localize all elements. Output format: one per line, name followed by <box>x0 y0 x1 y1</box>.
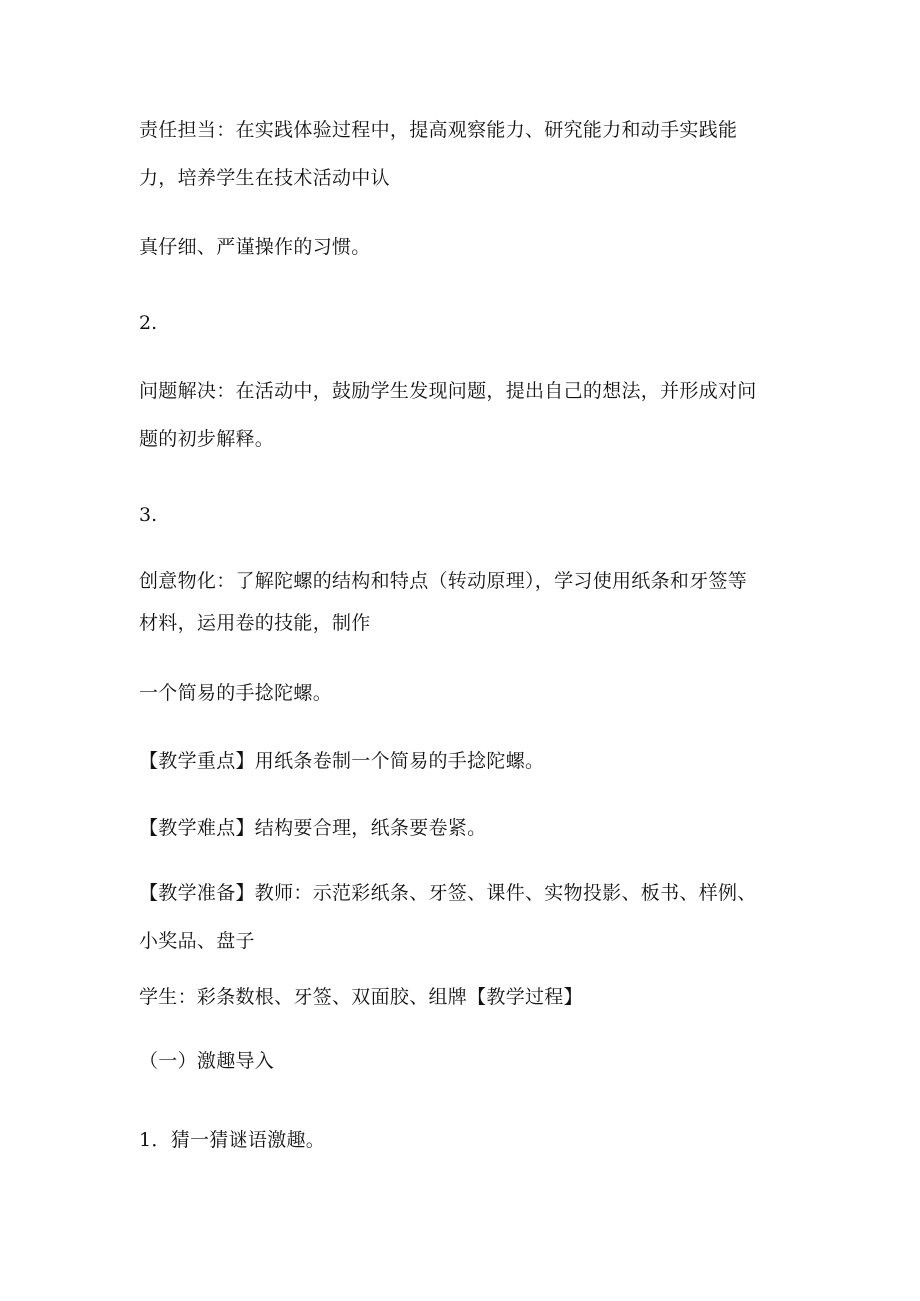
paragraph-problem-solving-line-1: 问题解决：在活动中，鼓励学生发现问题，提出自己的想法，并形成对问 <box>139 380 757 402</box>
paragraph-creative-line-2: 材料，运用卷的技能，制作 <box>139 612 371 634</box>
section-heading-introduction: （一）激趣导入 <box>139 1050 275 1072</box>
paragraph-creative-line-3: 一个简易的手捻陀螺。 <box>139 682 333 704</box>
paragraph-responsibility-line-3: 真仔细、严谨操作的习惯。 <box>139 236 371 258</box>
step-1-riddle: 1．猜一猜谜语激趣。 <box>139 1129 326 1151</box>
student-materials-and-process-heading: 学生：彩条数根、牙签、双面胶、组牌【教学过程】 <box>139 986 583 1008</box>
list-number-3: 3. <box>139 504 158 526</box>
paragraph-creative-line-1: 创意物化：了解陀螺的结构和特点（转动原理），学习使用纸条和牙签等 <box>139 570 748 592</box>
teaching-difficulty: 【教学难点】结构要合理，纸条要卷紧。 <box>139 817 487 839</box>
paragraph-problem-solving-line-2: 题的初步解释。 <box>139 428 275 450</box>
teaching-key-point: 【教学重点】用纸条卷制一个简易的手捻陀螺。 <box>139 750 545 772</box>
paragraph-responsibility-line-1: 责任担当：在实践体验过程中，提高观察能力、研究能力和动手实践能 <box>139 119 738 141</box>
teaching-preparation-line-1: 【教学准备】教师：示范彩纸条、牙签、课件、实物投影、板书、样例、 <box>139 882 757 904</box>
teaching-preparation-line-2: 小奖品、盘子 <box>139 930 255 952</box>
list-number-2: 2. <box>139 312 158 334</box>
paragraph-responsibility-line-2: 力，培养学生在技术活动中认 <box>139 167 390 189</box>
